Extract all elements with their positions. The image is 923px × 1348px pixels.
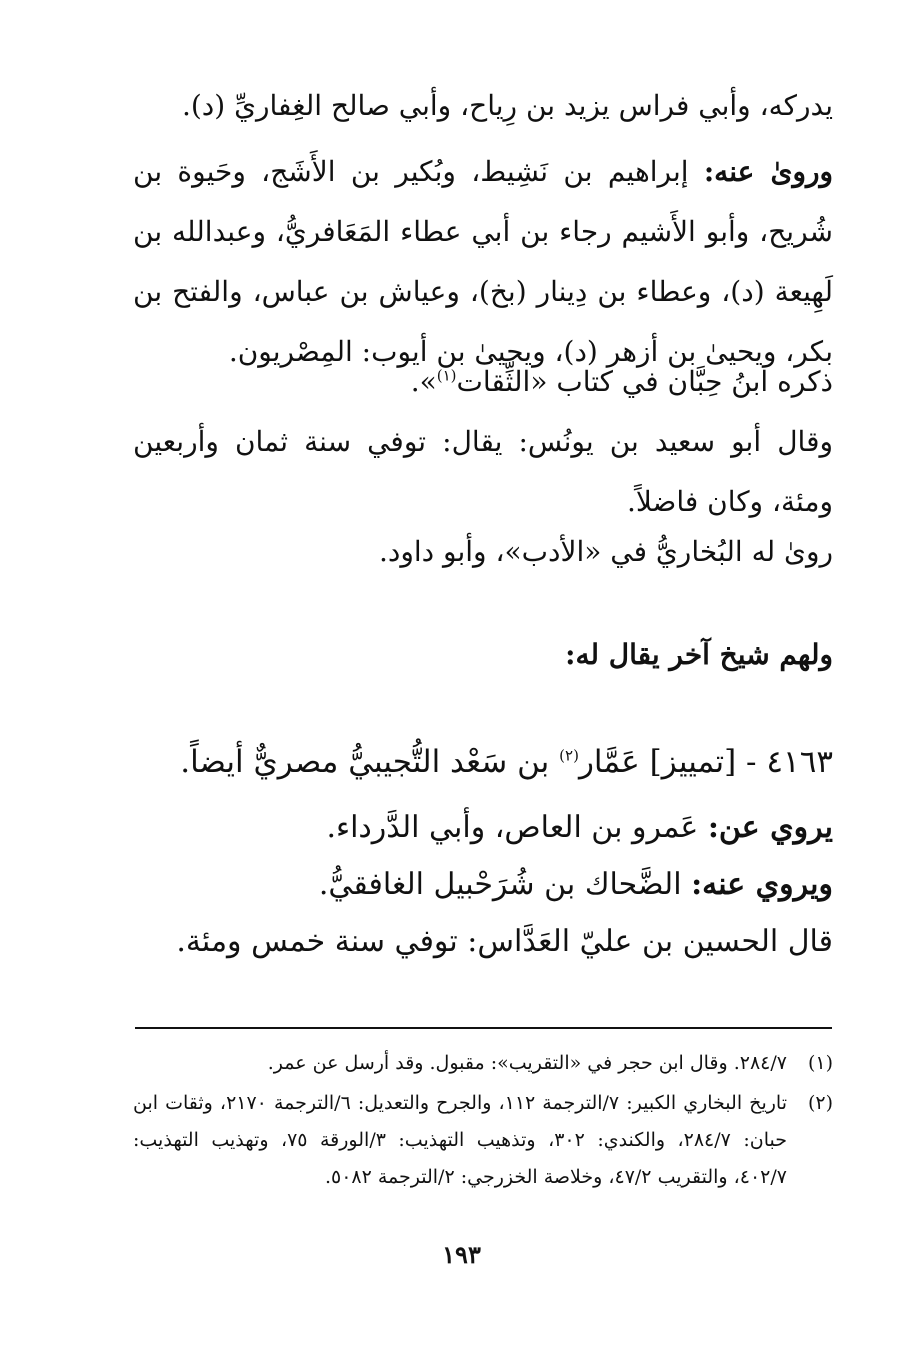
section-heading: ولهم شيخ آخر يقال له: bbox=[565, 638, 833, 671]
footnote-ref-2[interactable]: (٢) bbox=[559, 746, 579, 765]
page-number: ١٩٣ bbox=[442, 1240, 481, 1269]
narrators-label: وروىٰ عنه: bbox=[703, 155, 834, 188]
entry-narrated-by bbox=[133, 857, 833, 913]
narrates-from-label: يروي عن: bbox=[707, 810, 833, 845]
ibn-yunus-text: وقال أبو سعيد بن يونُس: يقال: توفي سنة ثمان وأربعين ومئة، وكان فاضلاً. bbox=[133, 425, 833, 518]
continuation-text: يدركه، وأبي فراس يزيد بن رِياح، وأبي صالح الغِفاريِّ (د). bbox=[181, 89, 833, 122]
bukhari-text: روىٰ له البُخاريُّ في «الأدب»، وأبو داود. bbox=[378, 535, 833, 568]
footnote-2 bbox=[133, 1085, 833, 1196]
narrated-by-text: الضَّحاك بن شُرَحْبيل الغافقيُّ. bbox=[318, 867, 692, 902]
footnote-number: (١) bbox=[807, 1052, 833, 1074]
entry-title-rest: بن سَعْد التُّجيبيُّ مصريٌّ أيضاً. bbox=[180, 744, 560, 780]
entry-title-text: ٤١٦٣ - [تمييز] عَمَّار bbox=[578, 744, 833, 780]
paragraph-bukhari bbox=[133, 522, 833, 582]
narrators-text: إبراهيم بن نَشِيط، وبُكير بن الأَشَج، وحَيوة بن شُريح، وأبو الأَشيم رجاء بن أبي عطاء المَعَافريُّ، وعبدالله بن لَهِيعة (د)، وعطاء بن دِينار (بخ)، وعياش بن عباس، والفتح بن بكر، ويحيىٰ بن أزهر (د)، ويحيىٰ بن أيوب: المِصْريون. bbox=[133, 155, 833, 368]
paragraph-ibn-yunus bbox=[133, 412, 833, 532]
paragraph-ibn-hibban bbox=[133, 352, 833, 412]
paragraph-continuation bbox=[133, 76, 833, 136]
narrated-by-label: ويروي عنه: bbox=[691, 867, 833, 902]
entry-death bbox=[133, 914, 833, 970]
footnote-divider bbox=[135, 1027, 832, 1029]
footnote-1 bbox=[133, 1045, 833, 1082]
footnote-number: (٢) bbox=[807, 1092, 833, 1114]
footnote-ref-1[interactable]: (١) bbox=[436, 366, 457, 385]
entry-title bbox=[133, 731, 833, 793]
death-text: قال الحسين بن عليّ العَدَّاس: توفي سنة خمس ومئة. bbox=[176, 924, 833, 959]
ibn-hibban-text: ذكره ابنُ حِبَّان في كتاب «الثِّقات bbox=[456, 365, 833, 398]
narrates-from-text: عَمرو بن العاص، وأبي الدَّرداء. bbox=[326, 810, 708, 845]
paragraph-narrators bbox=[133, 142, 833, 382]
entry-narrates-from bbox=[133, 800, 833, 856]
ibn-hibban-end: ». bbox=[410, 365, 437, 398]
footnote-text: ٢٨٤/٧. وقال ابن حجر في «التقريب»: مقبول. وقد أرسل عن عمر. bbox=[267, 1052, 787, 1074]
footnote-text: تاريخ البخاري الكبير: ٧/الترجمة ١١٢، والجرح والتعديل: ٦/الترجمة ٢١٧٠، وثقات ابن حبان: ٢٨٤/٧، والكندي: ٣٠٢، وتذهيب التهذيب: ٣/الورقة ٧٥، وتهذيب التهذيب: ٤٠٢/٧، والتقريب ٤٧/٢، وخلاصة الخزرجي: ٢/الترجمة ٥٠٨٢. bbox=[133, 1092, 787, 1188]
